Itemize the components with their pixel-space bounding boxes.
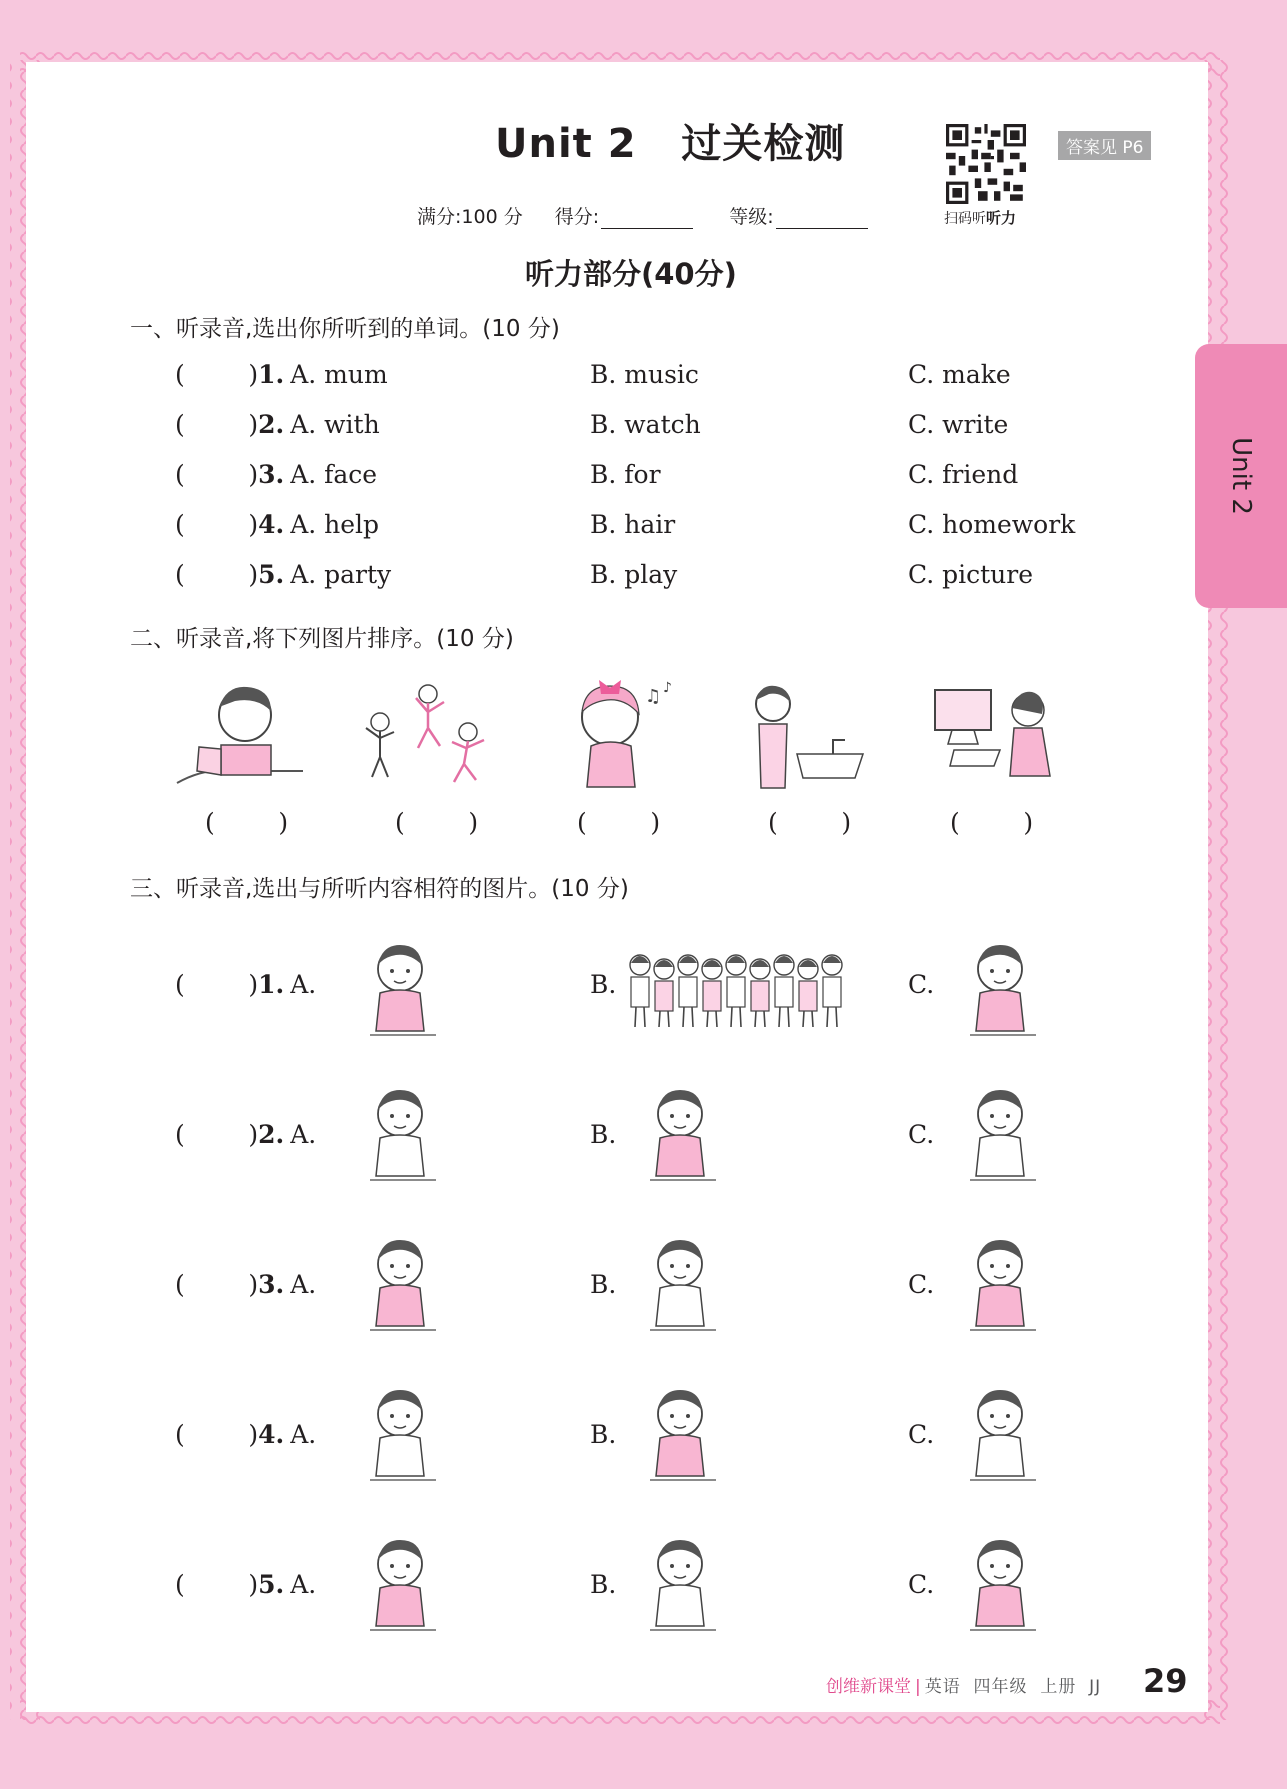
svg-text:♫: ♫ — [645, 686, 662, 707]
section-title: 听力部分(40分) — [525, 257, 737, 291]
option-a-label: A. — [290, 1270, 317, 1299]
option-c-label: C. — [908, 1120, 935, 1149]
option-c: C. write — [908, 410, 1009, 439]
answer-blank[interactable]: ( )5. A. — [175, 1570, 317, 1599]
option-a: A. face — [290, 460, 378, 489]
picture-children-line — [620, 935, 860, 1050]
picture-girl-brushing — [340, 1530, 470, 1645]
option-a: A. help — [290, 510, 380, 539]
answer-blank[interactable]: ( )2. A. — [175, 1120, 317, 1149]
option-a-label: A. — [290, 1120, 317, 1149]
picture-boy-combing-hair — [940, 1230, 1070, 1345]
answer-blank[interactable]: ( )2. A. with — [175, 410, 380, 439]
option-a: A. party — [290, 560, 392, 589]
side-tab-label: Unit 2 — [1226, 437, 1256, 515]
option-c: C. homework — [908, 510, 1076, 539]
footer-separator: | — [915, 1677, 921, 1697]
order-blank[interactable]: ( ) — [768, 808, 852, 837]
question-number: 3. — [258, 1270, 285, 1299]
part2-heading: 二、听录音,将下列图片排序。(10 分) — [130, 626, 514, 652]
score-field[interactable] — [601, 210, 693, 229]
footer — [826, 1672, 1101, 1697]
picture-boy-reading — [175, 675, 310, 790]
picture-boy-washing-face — [340, 1230, 470, 1345]
picture-boy-brushing-teeth — [620, 1230, 750, 1345]
picture-boy-homework — [940, 935, 1070, 1050]
page-number: 29 — [1143, 1662, 1188, 1700]
footer-brand: 创维新课堂 — [826, 1677, 911, 1697]
option-b-label: B. — [590, 1570, 617, 1599]
score-line — [417, 202, 898, 229]
option-b: B. music — [590, 360, 699, 389]
picture-boy-washing — [745, 680, 870, 792]
qr-label: 扫码听听力 — [944, 209, 1017, 227]
picture-boy-toys — [940, 1080, 1070, 1195]
option-b-label: B. — [590, 1120, 617, 1149]
answer-blank[interactable]: ( )4. A. — [175, 1420, 317, 1449]
picture-girl-computer — [930, 680, 1060, 788]
answer-reference-badge: 答案见 P6 — [1058, 131, 1151, 160]
grade-field[interactable] — [776, 210, 868, 229]
order-blank[interactable]: ( ) — [205, 808, 289, 837]
page-title: Unit 2 过关检测 — [495, 121, 846, 167]
option-a: A. with — [290, 410, 380, 439]
picture-girl-headphones — [620, 1080, 750, 1195]
question-number: 1. — [258, 970, 285, 999]
picture-kids-dancing — [358, 672, 493, 790]
answer-blank[interactable]: ( )3. A. — [175, 1270, 317, 1299]
option-a-label: A. — [290, 1570, 317, 1599]
question-number: 5. — [258, 1570, 285, 1599]
option-c-label: C. — [908, 1420, 935, 1449]
score-label: 得分: — [554, 206, 600, 228]
option-b: B. hair — [590, 510, 676, 539]
order-blank[interactable]: ( ) — [950, 808, 1034, 837]
unit-side-tab — [1195, 344, 1287, 608]
order-blank[interactable]: ( ) — [395, 808, 479, 837]
option-b-label: B. — [590, 1270, 617, 1299]
option-b: B. watch — [590, 410, 701, 439]
option-c-label: C. — [908, 1570, 935, 1599]
full-score: 满分:100 分 — [417, 206, 523, 228]
option-c: C. friend — [908, 460, 1019, 489]
answer-blank[interactable]: ( )1. A. mum — [175, 360, 388, 389]
question-number: 2. — [258, 1120, 285, 1149]
option-c: C. make — [908, 360, 1011, 389]
option-c-label: C. — [908, 1270, 935, 1299]
question-number: 5. — [258, 560, 285, 589]
question-number: 2. — [258, 410, 285, 439]
picture-girl-phone — [940, 1530, 1070, 1645]
option-c: C. picture — [908, 560, 1034, 589]
picture-girl-vacuum — [620, 1380, 750, 1495]
picture-girl-sleeping — [940, 1380, 1070, 1495]
footer-book-info: 英语 四年级 上册 JJ — [924, 1677, 1102, 1697]
option-b-label: B. — [590, 1420, 617, 1449]
option-b-label: B. — [590, 970, 617, 999]
question-number: 3. — [258, 460, 285, 489]
qr-code-icon[interactable] — [946, 124, 1026, 204]
option-c-label: C. — [908, 970, 935, 999]
part1-heading: 一、听录音,选出你所听到的单词。(10 分) — [130, 316, 560, 342]
option-a: A. mum — [290, 360, 388, 389]
picture-girl-teddy-bed — [340, 1380, 470, 1495]
question-number: 4. — [258, 510, 285, 539]
answer-blank[interactable]: ( )1. A. — [175, 970, 317, 999]
picture-girl-singing — [565, 672, 685, 790]
option-b: B. for — [590, 460, 661, 489]
grade-label: 等级: — [729, 206, 774, 228]
answer-blank[interactable]: ( )3. A. face — [175, 460, 378, 489]
part3-heading: 三、听录音,选出与所听内容相符的图片。(10 分) — [130, 876, 629, 902]
picture-boy-singing — [340, 1080, 470, 1195]
question-number: 4. — [258, 1420, 285, 1449]
picture-boy-reading-desk — [340, 935, 470, 1050]
svg-text:♪: ♪ — [663, 680, 672, 696]
picture-girl-tv — [620, 1530, 750, 1645]
option-a-label: A. — [290, 1420, 317, 1449]
answer-blank[interactable]: ( )5. A. party — [175, 560, 392, 589]
option-b: B. play — [590, 560, 678, 589]
question-number: 1. — [258, 360, 285, 389]
answer-blank[interactable]: ( )4. A. help — [175, 510, 380, 539]
option-a-label: A. — [290, 970, 317, 999]
order-blank[interactable]: ( ) — [577, 808, 661, 837]
